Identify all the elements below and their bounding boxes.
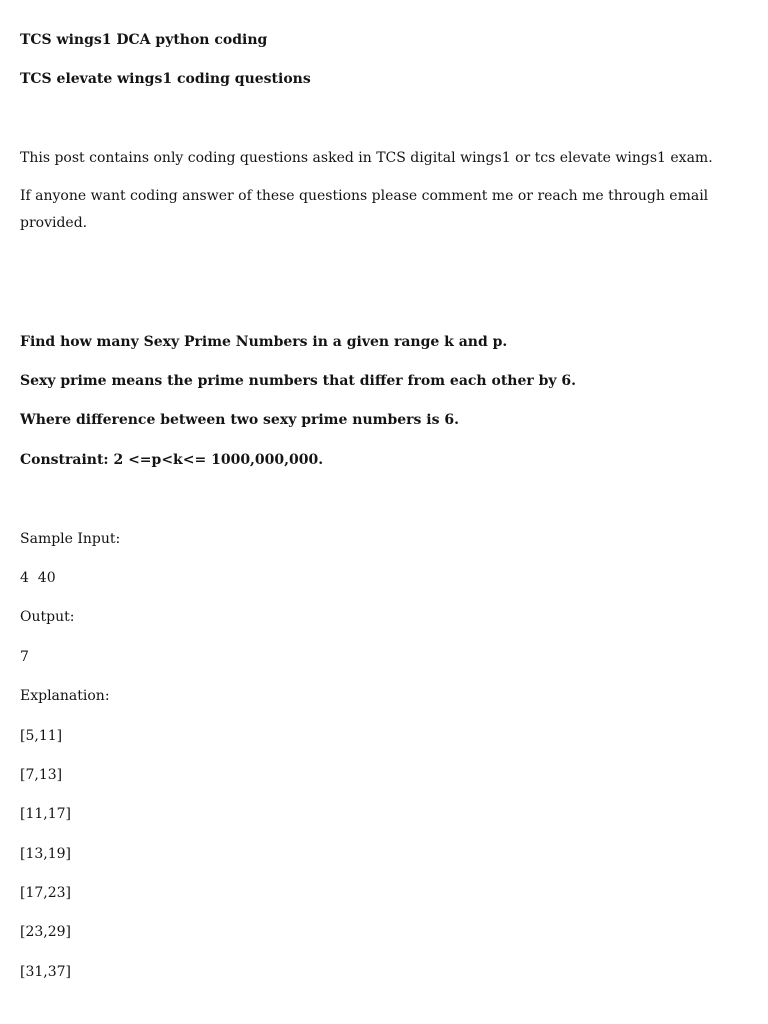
output-label: Output: — [20, 609, 75, 625]
intro-line-2: If anyone want coding answer of these questions please comment me or reach me through email provided. — [20, 188, 709, 231]
explanation-label: Explanation: — [20, 688, 110, 704]
pair-list-item: [17,23] — [20, 885, 72, 901]
output-value: 7 — [20, 649, 29, 665]
document-title: TCS wings1 DCA python coding — [20, 32, 268, 48]
sample-input-label: Sample Input: — [20, 531, 121, 547]
pair-list-item: [13,19] — [20, 846, 72, 862]
problem-statement: Find how many Sexy Prime Numbers in a given range k and p. — [20, 334, 508, 350]
pair-list-item: [7,13] — [20, 767, 63, 783]
pair-list-item: [5,11] — [20, 728, 63, 744]
pair-list-item: [31,37] — [20, 964, 72, 980]
sample-input-value: 4 40 — [20, 570, 56, 586]
problem-definition: Sexy prime means the prime numbers that differ from each other by 6. — [20, 373, 577, 389]
pair-list-item: [23,29] — [20, 924, 72, 940]
pair-list-item: [11,17] — [20, 806, 72, 822]
document-subtitle: TCS elevate wings1 coding questions — [20, 71, 311, 87]
problem-constraint: Constraint: 2 <=p<k<= 1000,000,000. — [20, 452, 324, 468]
problem-difference: Where difference between two sexy prime numbers is 6. — [20, 412, 459, 428]
intro-line-1: This post contains only coding questions asked in TCS digital wings1 or tcs elevate wings1 exam. — [20, 150, 713, 166]
